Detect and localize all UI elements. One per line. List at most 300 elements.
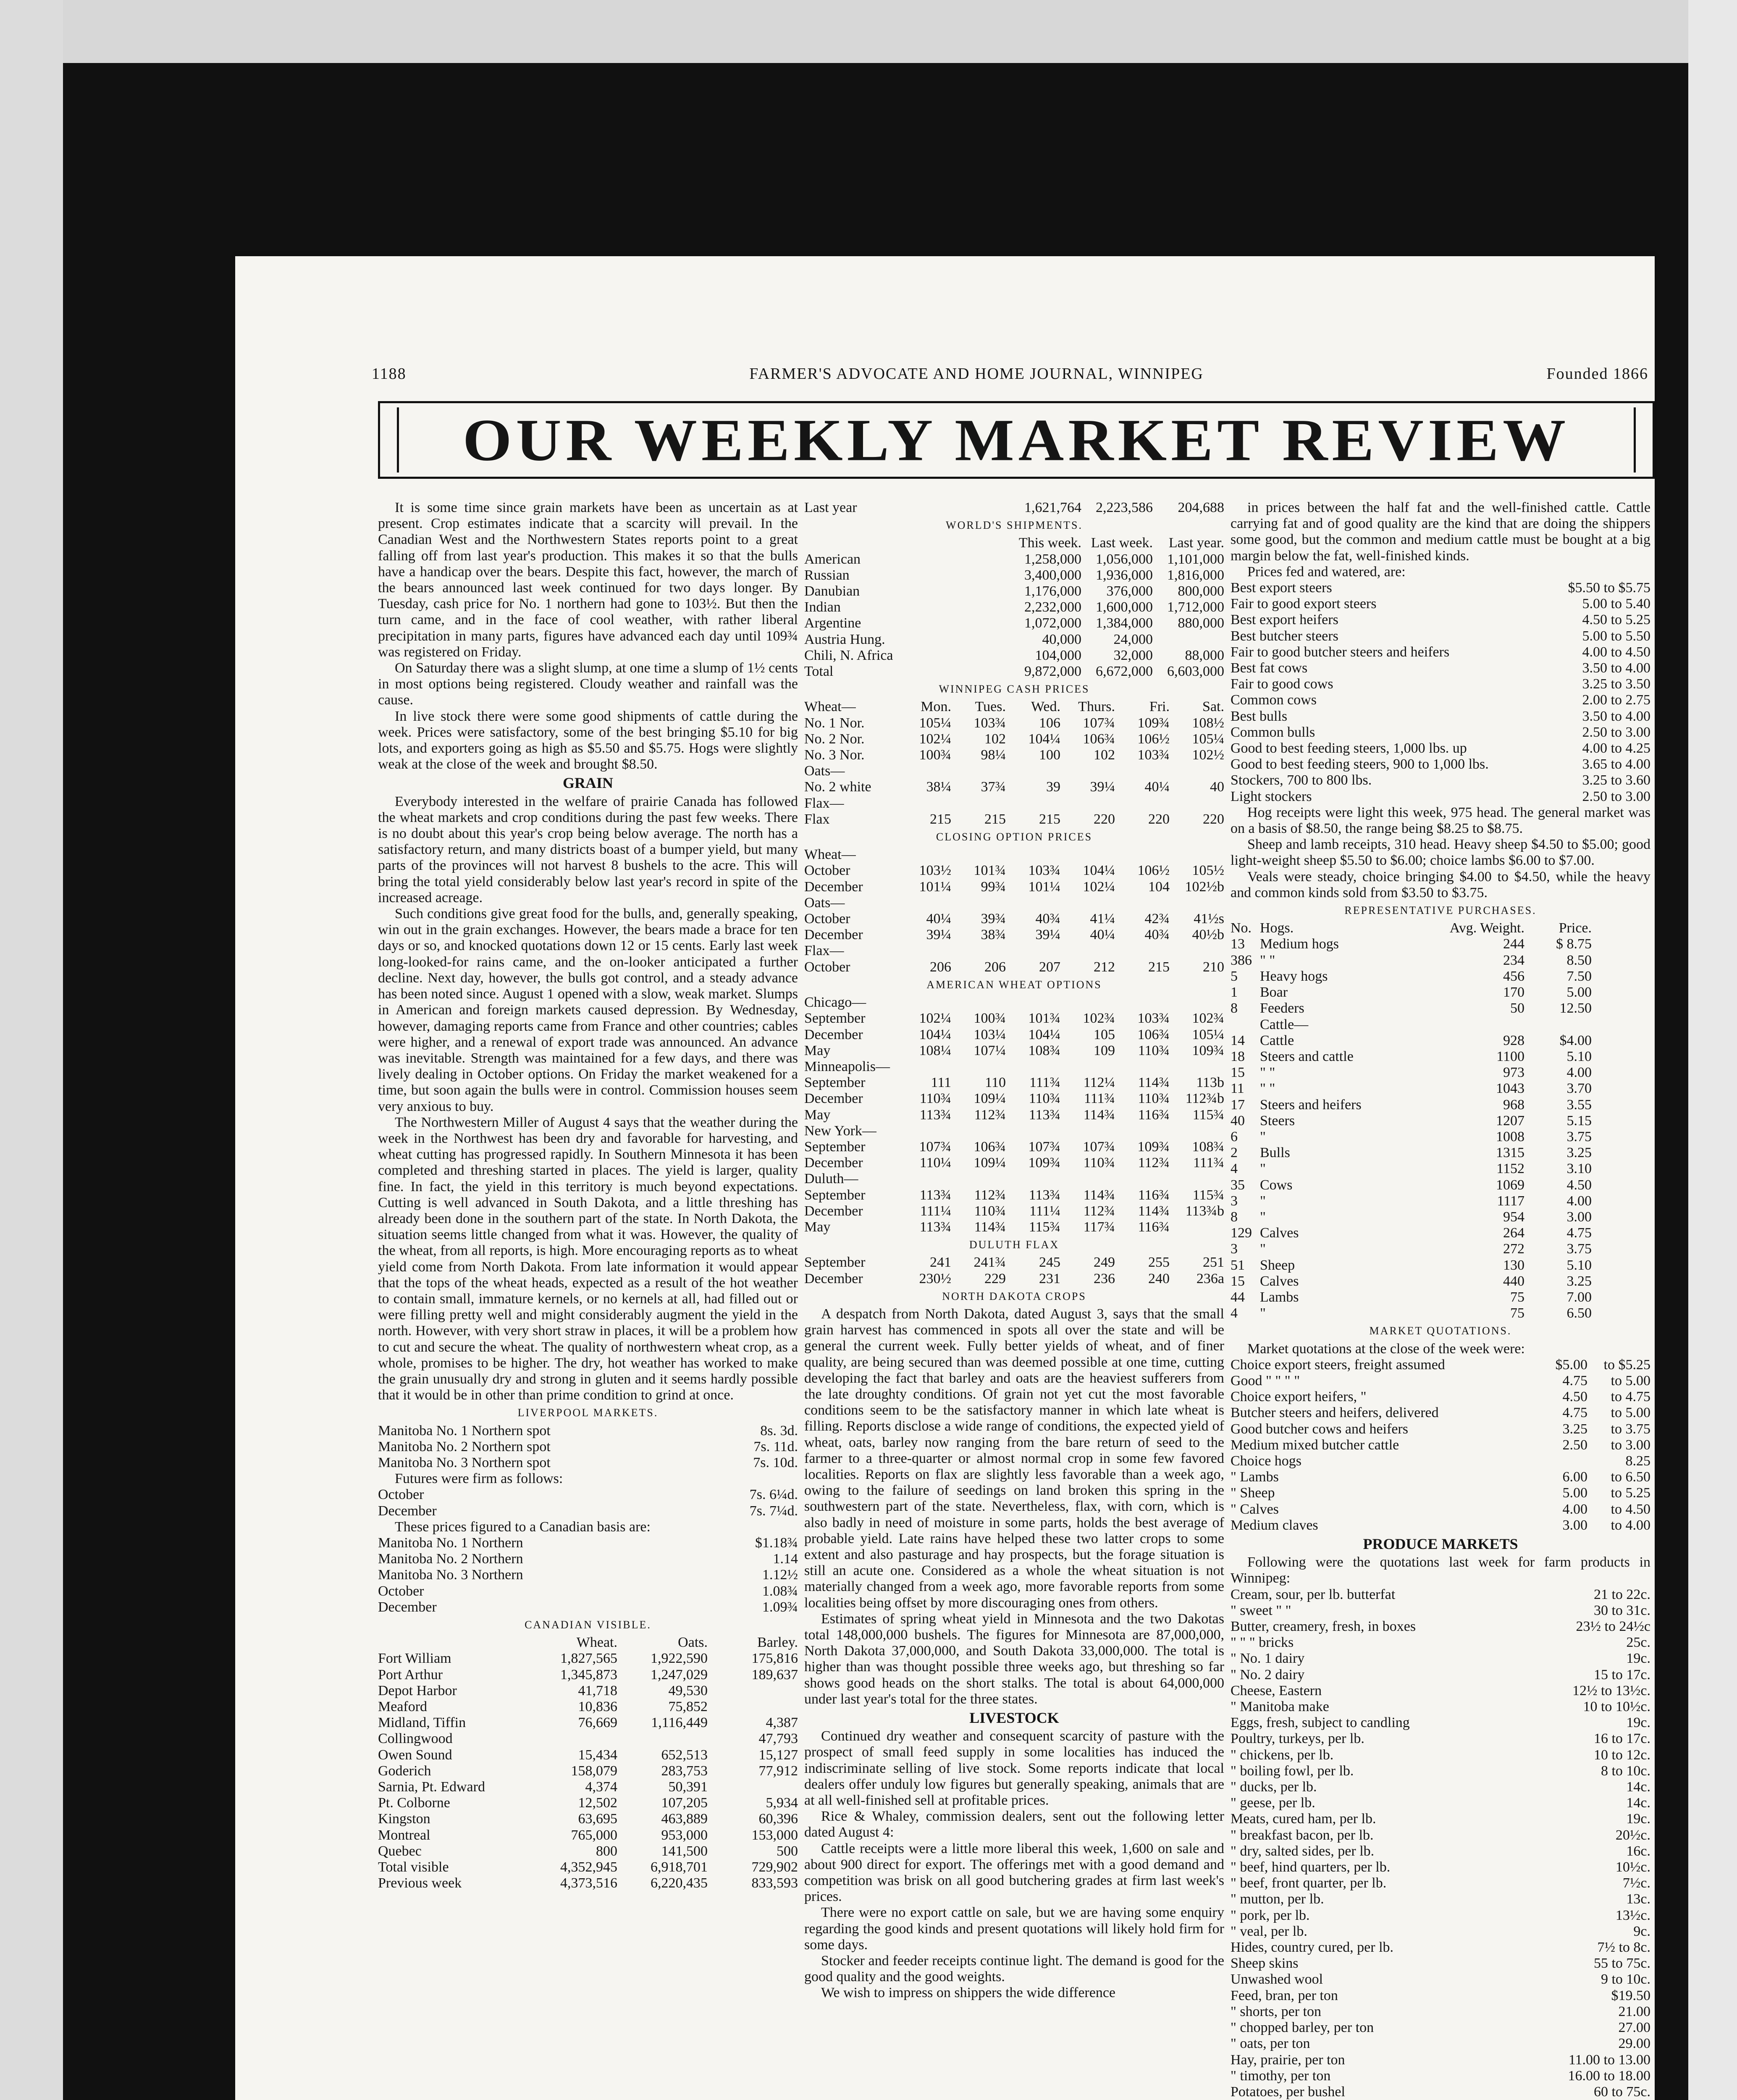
row-value: 113¾ — [919, 1187, 951, 1203]
american-row — [804, 1091, 1224, 1107]
row-label: Russian — [804, 567, 850, 583]
row-value: 141,500 — [661, 1843, 708, 1859]
row-label: Flax — [804, 811, 830, 827]
hog-paragraph: Hog receipts were light this week, 975 head. The general market was on a basis of $8.50, the range being $8.25 to $8.75. — [1231, 804, 1650, 837]
quotation-low: 2.50 — [1562, 1437, 1587, 1453]
row-value: 158,079 — [571, 1763, 617, 1779]
rp-weight: 973 — [1503, 1065, 1524, 1081]
rp-number: 8 — [1231, 1209, 1238, 1225]
visible-row — [378, 1763, 798, 1779]
produce-row — [1231, 1635, 1650, 1651]
row-value: 1,072,000 — [1024, 615, 1081, 631]
row-value: 241¾ — [973, 1255, 1006, 1270]
row-value: 953,000 — [661, 1827, 708, 1843]
row-value — [1115, 995, 1170, 1011]
row-value: 102¼ — [919, 1011, 951, 1026]
row-label: Austria Hung. — [804, 631, 885, 647]
row-value: 20½c. — [1615, 1827, 1650, 1843]
rp-kind: " — [1260, 1209, 1266, 1225]
row-value: 652,513 — [661, 1747, 708, 1763]
rp-weight: 244 — [1503, 936, 1524, 952]
row-label: Hay, prairie, per ton — [1231, 2052, 1345, 2068]
row-label: " ducks, per lb. — [1231, 1779, 1317, 1795]
row-value — [1060, 795, 1115, 811]
quotation-low: $5.00 — [1555, 1357, 1587, 1373]
produce-row — [1231, 1811, 1650, 1827]
row-value: 113¾ — [1029, 1107, 1060, 1123]
rp-kind: " — [1260, 1305, 1266, 1321]
row-value: 104,000 — [1035, 647, 1081, 663]
rp-price — [1524, 1017, 1592, 1033]
row-label: October — [804, 959, 850, 975]
quotation-row — [1231, 1421, 1650, 1437]
produce-intro: Following were the quotations last week for farm products in Winnipeg: — [1231, 1554, 1650, 1586]
produce-row — [1231, 2004, 1650, 2020]
quotation-label: Medium mixed butcher cattle — [1231, 1437, 1399, 1453]
rp-number: 13 — [1231, 936, 1245, 952]
row-value: 113¾b — [1185, 1203, 1224, 1219]
row-value — [1060, 943, 1115, 959]
rp-kind: Lambs — [1260, 1289, 1299, 1305]
rp-kind: " — [1260, 1193, 1266, 1209]
row-label: December — [378, 1503, 437, 1519]
rp-price: 3.70 — [1566, 1081, 1592, 1097]
row-label: Butter, creamery, fresh, in boxes — [1231, 1619, 1416, 1635]
banner-rule-right — [1634, 407, 1636, 472]
row-value — [1170, 1171, 1224, 1187]
row-value — [897, 1171, 951, 1187]
row-value: 6,603,000 — [1167, 664, 1224, 680]
row-value: 102¾ — [1083, 1011, 1115, 1026]
row-value: 4,352,945 — [560, 1859, 617, 1875]
rp-number: 15 — [1231, 1065, 1245, 1081]
rp-number: No. — [1231, 920, 1252, 936]
livestock-paragraph: Continued dry weather and consequent scarcity of pasture with the prospect of small feed supply in some localities has induced the indiscriminate selling of live stock. Some reports indicate that local dealers offer unduly low figures but generally speaking, animals that are at all well-finished sell at profitable prices. — [804, 1728, 1224, 1809]
row-value: 113b — [1196, 1075, 1224, 1091]
row-value: 103¾ — [1137, 747, 1170, 763]
visible-row — [378, 1715, 798, 1731]
row-value: 30 to 31c. — [1593, 1602, 1650, 1618]
rp-price: 8.50 — [1566, 952, 1592, 968]
row-value: 13c. — [1626, 1891, 1650, 1907]
row-value: 109¼ — [973, 1155, 1006, 1171]
row-label: Potatoes, per bushel — [1231, 2084, 1345, 2100]
rp-row — [1231, 1113, 1650, 1129]
row-value: 12½ to 13½c. — [1572, 1683, 1650, 1698]
row-label: Hides, country cured, per lb. — [1231, 1940, 1394, 1956]
row-value: 1.14 — [773, 1551, 798, 1567]
quotation-row — [1231, 1437, 1650, 1453]
quotation-low: 4.00 — [1562, 1501, 1587, 1517]
canadian-basis-row — [378, 1551, 798, 1567]
shipments-row — [804, 567, 1224, 583]
intro-paragraph: In live stock there were some good shipments of cattle during the week. Prices were satisfactory, some of the best bringing $5.10 for big lots, and exporters going as high as $5.50 and $5.75. Hogs were slightly weak at the close of the week and brought $8.50. — [378, 708, 798, 772]
rp-row — [1231, 1177, 1650, 1193]
row-value — [1170, 1059, 1224, 1075]
closing-row — [804, 863, 1224, 879]
row-value: 4.50 to 5.25 — [1582, 612, 1650, 628]
quotation-high: to 3.75 — [1611, 1421, 1650, 1437]
produce-row — [1231, 1667, 1650, 1683]
cash-row — [804, 747, 1224, 763]
row-value — [951, 763, 1006, 779]
rp-kind: " " — [1260, 952, 1275, 968]
row-value — [1006, 995, 1060, 1011]
row-value — [1115, 847, 1170, 863]
row-value: 11.00 to 13.00 — [1568, 2052, 1650, 2068]
row-value: 112¾ — [974, 1107, 1006, 1123]
duluth-flax-row — [804, 1255, 1224, 1270]
row-value: 1,056,000 — [1096, 551, 1153, 567]
row-value: 283,753 — [661, 1763, 708, 1779]
rp-price: 4.00 — [1566, 1193, 1592, 1209]
rp-row — [1231, 1225, 1650, 1241]
row-value: 38¾ — [981, 927, 1006, 943]
row-label: September — [804, 1255, 866, 1270]
quotation-row — [1231, 1357, 1650, 1373]
rp-weight: 75 — [1510, 1289, 1524, 1305]
row-label: Quebec — [378, 1843, 422, 1859]
row-value: 98¼ — [981, 747, 1006, 763]
row-value: 112¾b — [1185, 1091, 1224, 1107]
row-value: 1,827,565 — [560, 1651, 617, 1667]
produce-row — [1231, 1603, 1650, 1619]
produce-row — [1231, 1940, 1650, 1956]
rp-number: 17 — [1231, 1097, 1245, 1113]
row-value: 27.00 — [1618, 2020, 1650, 2036]
row-value: 14c. — [1626, 1779, 1650, 1795]
row-label: Good to best feeding steers, 900 to 1,000 lbs. — [1231, 756, 1489, 772]
row-value: 115¾ — [1192, 1107, 1224, 1123]
row-value — [897, 763, 951, 779]
row-value: $1.18¾ — [755, 1535, 798, 1551]
page-title: OUR WEEKLY MARKET REVIEW — [462, 407, 1570, 473]
row-value: 63,695 — [578, 1811, 617, 1827]
rp-row — [1231, 1241, 1650, 1257]
row-value: 114¾ — [1138, 1203, 1170, 1219]
row-value: 102¼ — [919, 731, 951, 747]
row-label: September — [804, 1139, 866, 1155]
banner-rule-left — [397, 407, 399, 472]
row-value: 114¾ — [1138, 1075, 1170, 1091]
row-value — [1006, 847, 1060, 863]
rp-number: 5 — [1231, 968, 1238, 984]
row-value: 110¾ — [1138, 1091, 1170, 1107]
representative-purchases-heading: REPRESENTATIVE PURCHASES. — [1344, 904, 1537, 917]
fed-price-row — [1231, 772, 1650, 788]
row-value: 60,396 — [758, 1811, 798, 1827]
row-value: 25c. — [1626, 1635, 1650, 1651]
fed-price-row — [1231, 724, 1650, 740]
livestock-paragraph: We wish to impress on shippers the wide difference — [821, 1985, 1116, 2001]
rp-weight: 1100 — [1496, 1048, 1524, 1064]
row-value — [897, 895, 951, 911]
rp-number: 3 — [1231, 1193, 1238, 1209]
quotation-row — [1231, 1389, 1650, 1405]
row-value: 206 — [930, 959, 951, 975]
liverpool-heading: LIVERPOOL MARKETS. — [517, 1407, 659, 1419]
produce-row — [1231, 1843, 1650, 1859]
quotation-high: to 5.00 — [1611, 1405, 1650, 1421]
produce-row — [1231, 1683, 1650, 1699]
row-label: No. 2 white — [804, 779, 871, 795]
rp-weight: 50 — [1510, 1000, 1524, 1016]
row-label: Wheat— — [804, 699, 856, 715]
visible-row — [378, 1779, 798, 1795]
row-label: Cream, sour, per lb. butterfat — [1231, 1586, 1396, 1602]
visible-row — [378, 1859, 798, 1875]
row-value: 2.50 to 3.00 — [1582, 724, 1650, 740]
row-value: 765,000 — [571, 1827, 617, 1843]
row-label: December — [804, 1026, 863, 1042]
visible-header-row — [378, 1635, 798, 1651]
row-value: 102¼ — [1083, 879, 1115, 895]
american-row — [804, 1059, 1224, 1075]
rp-row — [1231, 1193, 1650, 1209]
rp-weight: 234 — [1503, 952, 1524, 968]
row-label: Port Arthur — [378, 1667, 443, 1683]
futures-row — [378, 1487, 798, 1503]
row-value: 729,902 — [751, 1859, 798, 1875]
visible-row — [378, 1699, 798, 1715]
row-value: 10½c. — [1615, 1859, 1650, 1875]
futures-row — [378, 1503, 798, 1519]
row-value: 241 — [930, 1255, 951, 1270]
row-label: Common bulls — [1231, 724, 1315, 740]
rp-price: 3.25 — [1566, 1145, 1592, 1161]
row-value: 111¾ — [1084, 1091, 1115, 1107]
founded-note: Founded 1866 — [1546, 365, 1648, 383]
row-value: 220 — [1094, 811, 1115, 827]
rp-kind: Heavy hogs — [1260, 968, 1328, 984]
row-value: 10 to 10½c. — [1583, 1699, 1650, 1715]
row-value — [1170, 795, 1224, 811]
american-row — [804, 1107, 1224, 1123]
row-label: Chicago— — [804, 995, 866, 1011]
livestock-paragraph: Stocker and feeder receipts continue light. The demand is good for the good quality and the good weights. — [804, 1953, 1224, 1985]
row-value: 39 — [1046, 779, 1060, 795]
row-value: 100¾ — [973, 1011, 1006, 1026]
row-value — [897, 995, 951, 1011]
visible-row — [378, 1731, 798, 1747]
shipments-row — [804, 615, 1224, 631]
row-label: Montreal — [378, 1827, 430, 1843]
row-value: 5.00 to 5.50 — [1582, 628, 1650, 644]
american-row — [804, 1171, 1224, 1187]
fed-price-row — [1231, 740, 1650, 756]
column-1 — [378, 500, 798, 2100]
row-value — [1170, 847, 1224, 863]
row-label: Best butcher steers — [1231, 628, 1338, 644]
row-value: 206 — [984, 959, 1006, 975]
visible-row — [378, 1811, 798, 1827]
rp-kind: Cattle— — [1260, 1016, 1309, 1032]
rp-kind: Bulls — [1260, 1145, 1290, 1161]
rp-weight: 440 — [1503, 1273, 1524, 1289]
row-label: May — [804, 1219, 831, 1235]
row-value: 231 — [1039, 1270, 1060, 1286]
row-value: 4.00 to 4.50 — [1582, 644, 1650, 660]
row-value: 3.50 to 4.00 — [1582, 660, 1650, 676]
row-value: 103¾ — [1028, 863, 1060, 879]
quotation-high: to 3.00 — [1611, 1437, 1650, 1453]
liverpool-row — [378, 1423, 798, 1439]
row-value: 111¼ — [1029, 1203, 1060, 1219]
column-2 — [804, 500, 1224, 2100]
row-value: 110¾ — [919, 1091, 951, 1107]
row-label: " shorts, per ton — [1231, 2003, 1321, 2019]
row-value — [1170, 995, 1224, 1011]
row-value: 116¾ — [1138, 1219, 1170, 1235]
row-value: 110 — [985, 1075, 1006, 1091]
rp-number: 14 — [1231, 1032, 1245, 1048]
row-label: Collingwood — [378, 1731, 453, 1747]
row-value — [1115, 1171, 1170, 1187]
row-label: May — [804, 1042, 831, 1058]
row-value: 105¼ — [1192, 731, 1224, 747]
livestock-paragraph: There were no export cattle on sale, but we are having some enquiry regarding the good kinds and present quotations will likely hold firm for some days. — [804, 1905, 1224, 1953]
row-value — [1170, 763, 1224, 779]
produce-row — [1231, 1715, 1650, 1731]
row-value: 6,672,000 — [1096, 664, 1153, 680]
row-label: Stockers, 700 to 800 lbs. — [1231, 772, 1372, 788]
rp-row — [1231, 1257, 1650, 1273]
quotation-low: 5.00 — [1562, 1485, 1587, 1501]
quotation-high: to 4.00 — [1611, 1517, 1650, 1533]
liverpool-row — [378, 1439, 798, 1455]
row-value: 6,220,435 — [651, 1875, 708, 1891]
row-value: 32,000 — [1113, 647, 1153, 663]
visible-row — [378, 1843, 798, 1859]
row-label: " No. 1 dairy — [1231, 1651, 1305, 1667]
shipments-row — [804, 648, 1224, 664]
row-value — [708, 1683, 798, 1699]
row-label: Best bulls — [1231, 708, 1288, 724]
rp-price: 4.75 — [1566, 1225, 1592, 1241]
cash-row — [804, 795, 1224, 811]
row-value: 3.25 to 3.60 — [1582, 772, 1650, 788]
american-row — [804, 1219, 1224, 1235]
row-value: 115¾ — [1192, 1187, 1224, 1203]
row-label: Eggs, fresh, subject to candling — [1231, 1715, 1410, 1731]
rp-row — [1231, 1273, 1650, 1289]
row-value: 39¼ — [926, 927, 951, 943]
row-value: 5.00 to 5.40 — [1582, 596, 1650, 612]
rp-weight: 928 — [1503, 1032, 1524, 1048]
row-label: December — [804, 927, 863, 943]
row-value — [1115, 763, 1170, 779]
row-label: Sarnia, Pt. Edward — [378, 1779, 485, 1795]
row-label: " oats, per ton — [1231, 2036, 1310, 2052]
row-value — [1115, 1059, 1170, 1075]
row-value: 107¾ — [1028, 1139, 1060, 1155]
rp-weight: 1315 — [1496, 1145, 1524, 1161]
row-value: 9,872,000 — [1024, 664, 1081, 680]
row-value — [1170, 895, 1224, 911]
rp-row — [1231, 1161, 1650, 1177]
quotation-label: " Calves — [1231, 1501, 1279, 1517]
row-value: 39¼ — [1090, 779, 1115, 795]
visible-row — [378, 1827, 798, 1843]
row-value: 104¼ — [1083, 863, 1115, 879]
row-value: 8 to 10c. — [1601, 1763, 1650, 1779]
row-value: 107¼ — [973, 1042, 1006, 1058]
grain-paragraph: Such conditions give great food for the bulls, and, generally speaking, win out in the grain exchanges. However, the bears made a brace for ten days or so, and knocked quotations down 12 or 15 cents. Early last week long-looked-for rains came, and the on-looker anticipated a further decline. Next day, however, the bulls got control, and a steady advance has been noted since. August 1 opened with a slow, weak market. Slumps in American and foreign markets caused depression. By Wednesday, however, damaging reports came from France and other countries; cables were higher, and a renewal of export trade was announced. An advance was inevitable. Strength was maintained for a few days, and there was lively dealing in October options. On Friday the market weakened for a time, but soon again the bulls were in control. Commission houses seem very anxious to buy. — [378, 906, 798, 1114]
row-value — [1006, 1171, 1060, 1187]
row-value: 4.00 to 4.25 — [1582, 740, 1650, 756]
row-value: 1,258,000 — [1024, 551, 1081, 567]
row-value: 1,712,000 — [1167, 599, 1224, 615]
shipments-row — [804, 632, 1224, 648]
quotation-label: Choice export heifers, " — [1231, 1389, 1367, 1405]
row-label: New York— — [804, 1123, 876, 1139]
row-value — [1060, 1171, 1115, 1187]
rp-price: 5.10 — [1566, 1257, 1592, 1273]
row-value: 111¼ — [920, 1203, 951, 1219]
row-label: Owen Sound — [378, 1747, 452, 1763]
produce-row — [1231, 1651, 1650, 1667]
fed-price-row — [1231, 580, 1650, 596]
rp-kind: Cows — [1260, 1177, 1293, 1193]
row-value: Thurs. — [1078, 699, 1115, 715]
fed-price-row — [1231, 596, 1650, 612]
rp-row — [1231, 1209, 1650, 1225]
row-value: 40 — [1210, 779, 1224, 795]
row-value: 7s. 11d. — [753, 1438, 798, 1454]
canadian-basis-row — [378, 1599, 798, 1615]
quotation-label: Medium claves — [1231, 1517, 1318, 1533]
running-title: FARMER'S ADVOCATE AND HOME JOURNAL, WINNIPEG — [749, 365, 1204, 383]
row-value: 800 — [596, 1843, 617, 1859]
last-year-row — [804, 500, 1224, 516]
rp-row — [1231, 1305, 1650, 1321]
row-value — [1170, 1123, 1224, 1139]
page-header — [372, 361, 1648, 386]
row-label: Manitoba No. 1 Northern — [378, 1535, 523, 1551]
row-value: 7½ to 8c. — [1597, 1940, 1650, 1956]
american-row — [804, 1187, 1224, 1203]
row-label: " mutton, per lb. — [1231, 1891, 1324, 1907]
rp-row — [1231, 1129, 1650, 1145]
row-value: 189,637 — [751, 1667, 798, 1683]
row-label: Best export steers — [1231, 580, 1332, 596]
liverpool-row — [378, 1455, 798, 1471]
row-value: 21.00 — [1618, 2003, 1650, 2019]
row-label: Chili, N. Africa — [804, 647, 893, 663]
row-value: Tues. — [975, 699, 1006, 715]
rp-weight: Avg. Weight. — [1449, 920, 1524, 936]
rp-number — [1231, 1017, 1260, 1033]
row-label: Meats, cured ham, per lb. — [1231, 1811, 1376, 1827]
canadian-basis-note: These prices figured to a Canadian basis are: — [395, 1519, 651, 1535]
intro-paragraph: On Saturday there was a slight slump, at one time a slump of 1½ cents in most options being registered. Cloudy weather and rainfall was the cause. — [378, 660, 798, 708]
row-value: 215 — [1039, 811, 1060, 827]
row-value: 236a — [1196, 1270, 1224, 1286]
row-value: 107¾ — [1083, 1139, 1115, 1155]
row-value — [1060, 1123, 1115, 1139]
row-value: $19.50 — [1611, 1987, 1650, 2003]
row-value: 110¾ — [1083, 1155, 1115, 1171]
rp-number: 386 — [1231, 952, 1252, 968]
quotation-row — [1231, 1517, 1650, 1533]
row-label: Poultry, turkeys, per lb. — [1231, 1731, 1364, 1747]
north-dakota-paragraph: Estimates of spring wheat yield in Minnesota and the two Dakotas total 148,000,000 bushels. The figures for Minnesota are 87,000,000, North Dakota 37,000,000, and South Dakota 33,000,000. The total is higher than was thought possible three weeks ago, but threshing so far shows good heads on the short stalks. The total is about 64,000,000 under last year's total for the three states. — [804, 1611, 1224, 1707]
produce-row — [1231, 1779, 1650, 1795]
cattle-paragraph: in prices between the half fat and the well-finished cattle. Cattle carrying fat and of good quality are the kind that are doing the shippers some good, but the common and medium cattle must be bought at a big margin below the fat, well-finished kinds. — [1231, 500, 1650, 564]
rp-kind: " " — [1260, 1081, 1275, 1097]
row-value: 15,434 — [578, 1747, 617, 1763]
duluth-flax-row — [804, 1271, 1224, 1287]
